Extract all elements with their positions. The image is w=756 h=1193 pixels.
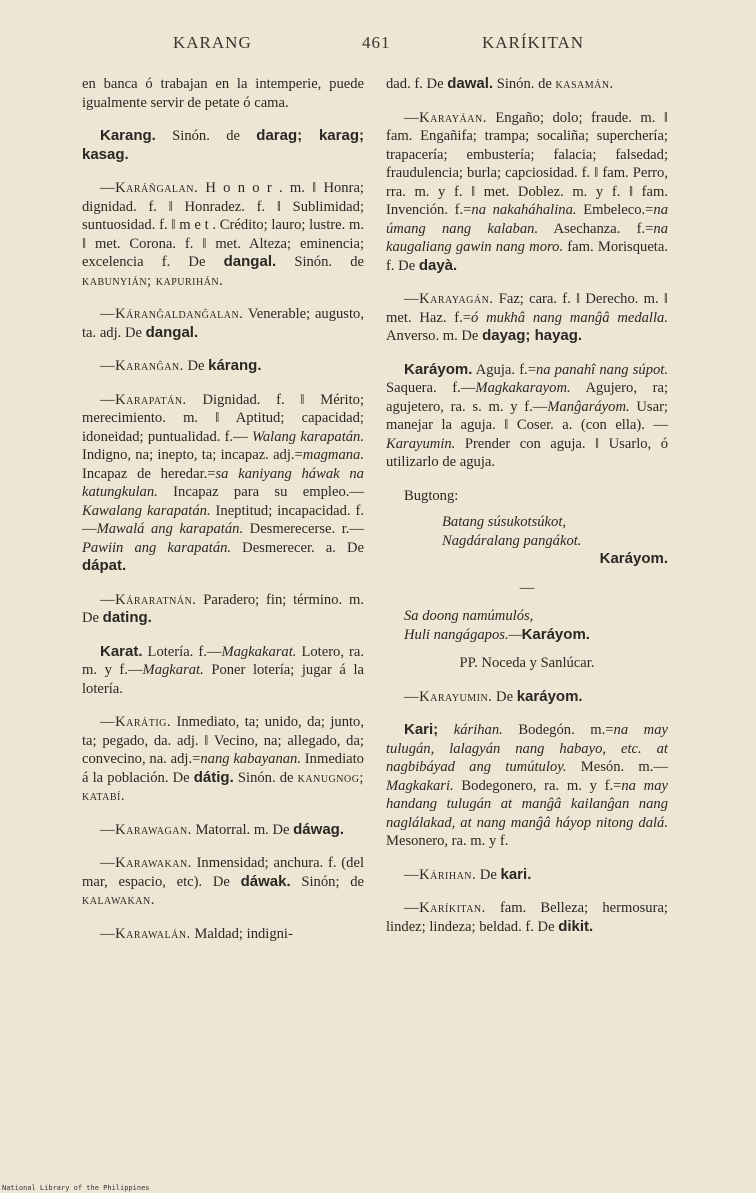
entry-karangan: —Karanĝan. De kárang. xyxy=(100,357,262,374)
attribution: PP. Noceda y Sanlúcar. xyxy=(459,655,595,671)
entry-kararatnan: —Káraratnán. Paradero; fin; término. m. De dating. xyxy=(82,591,364,626)
entry-karangaldangalan: —Káranĝaldanĝalan. Venerable; augusto, ta. adj. De dangal. xyxy=(82,306,364,341)
entry-karawalan: —Karawalán. Maldad; indigni- xyxy=(100,925,293,942)
entry-karat: Karat. Lotería. f.—Magkakarat. Lotero, ra. m. y f.—Magkarat. Poner lotería; jugar á la lotería. xyxy=(82,642,364,697)
entry-continuation-right: dad. f. De dawal. Sinón. de kasamán. xyxy=(386,75,614,92)
entry-kari: Kari; kárihan. Bodegón. m.=na may tulugán, lalagyán nang habayo, etc. at nagbibáyad ang tumútuloy. Mesón. m.—Magkakari. Bodegonero, ra. m. y f.=na may handang tulugán at manĝâ kailanĝan nang naglálakad, at nang manĝâ háyop nitong dalá. Mesonero, ra. m. y f. xyxy=(386,721,669,849)
separator: — xyxy=(519,579,535,596)
entry-karayom: Karáyom. Aguja. f.=na panahî nang súpot. Saquera. f.—Magkakarayom. Agujero, ra; agujetero, ra. s. m. y f.—Manĝaráyom. Usar; manejar la aguja. ‖ Coser. a. (con ella). —Karayumin. Prender con aguja. ‖ Usarlo, ó utilizarlo de aguja. xyxy=(386,360,668,470)
entry-karayumin: —Karayumin. De karáyom. xyxy=(404,687,583,705)
footer-credit: National Library of the Philippines xyxy=(2,1184,150,1192)
entry-karapatan: —Karapatán. Dignidad. f. ‖ Mérito; merecimiento. m. ‖ Aptitud; capacidad; idoneidad; puntualidad. f.— Walang karapatán. Indigno, na; inepto, ta; incapaz. adj.=magmana. Incapaz de heredar.=sa kaniyang háwak na katungkulan. Incapaz para su empleo.—Kawalang karapatán. Ineptitud; incapacidad. f.—Mawalá ang karapatán. Desmerecerse. r.—Pawiin ang karapatán. Desmerecer. a. De dápat. xyxy=(82,391,365,574)
left-column xyxy=(82,75,364,958)
entry-karawagan: —Karawagan. Matorral. m. De dáwag. xyxy=(100,820,344,838)
entry-karatig: —Karátig. Inmediato, ta; unido, da; junto, ta; pegado, da. adj. ‖ Vecino, na; allegado, da; convecino, na. adj.=nang kabayanan. Inmediato á la población. De dátig. Sinón. de kanugnog; katabí. xyxy=(82,714,364,804)
riddle-1: Batang súsukotsúkot, Nagdáralang pangákot. Karáyom. xyxy=(442,514,668,567)
right-column xyxy=(386,75,668,951)
entry-karang: Karang. Sinón. de darag; karag; kasag. xyxy=(82,127,364,163)
entry-karikitan: —Karíkitan. fam. Belleza; hermosura; lindez; lindeza; beldad. f. De dikit. xyxy=(386,900,668,935)
entry-karangalan: —Karáñgalan. H o n o r . m. ‖ Honra; dignidad. f. ‖ Honradez. f. ‖ Sublimidad; suntuosidad. f. ‖ m e t . Crédito; lauro; lustre. m. ‖ met. Corona. f. ‖ met. Alteza; eminencia; excelencia f. De dangal. Sinón. de kabunyián; kapurihán. xyxy=(82,180,364,289)
entry-karayaan: —Karayáan. Engaño; dolo; fraude. m. ‖ fam. Engañifa; trampa; socaliña; superchería; trapacería; embustería; falacia; falsedad; fraudulencia; burla; capciosidad. f. ‖ fam. Perro, rra. m. y f. ‖ met. Doblez. m. y f. ‖ fam. Invención. f.=na nakaháhalina. Embeleco.=na úmang nang kalaban. Asechanza. f.=na kaugaliang gawin nang moro. fam. Morisqueta. f. De dayà. xyxy=(386,109,669,274)
entry-karayagan: —Karayagán. Faz; cara. f. ‖ Derecho. m. ‖ met. Haz. f.=ó mukhâ nang manĝâ medalla. Anverso. m. De dayag; hayag. xyxy=(386,291,668,344)
entry-continuation: en banca ó trabajan en la intemperie, puede igualmente servir de petate ó cama. xyxy=(82,76,364,111)
running-head-right: KARÍKITAN xyxy=(482,33,585,52)
bugtong-label: Bugtong: xyxy=(404,487,459,504)
entry-karawakan: —Karawakan. Inmensidad; anchura. f. (del mar, espacio, etc). De dáwak. Sinón; de kalawakan. xyxy=(82,855,365,908)
page-number: 461 xyxy=(362,33,391,52)
riddle-2: Sa doong namúmulós, Huli nangágapos.—Karáyom. xyxy=(404,608,590,643)
entry-karihan: —Kárihan. De kari. xyxy=(404,865,532,883)
running-head-left: KARANG xyxy=(173,33,252,52)
